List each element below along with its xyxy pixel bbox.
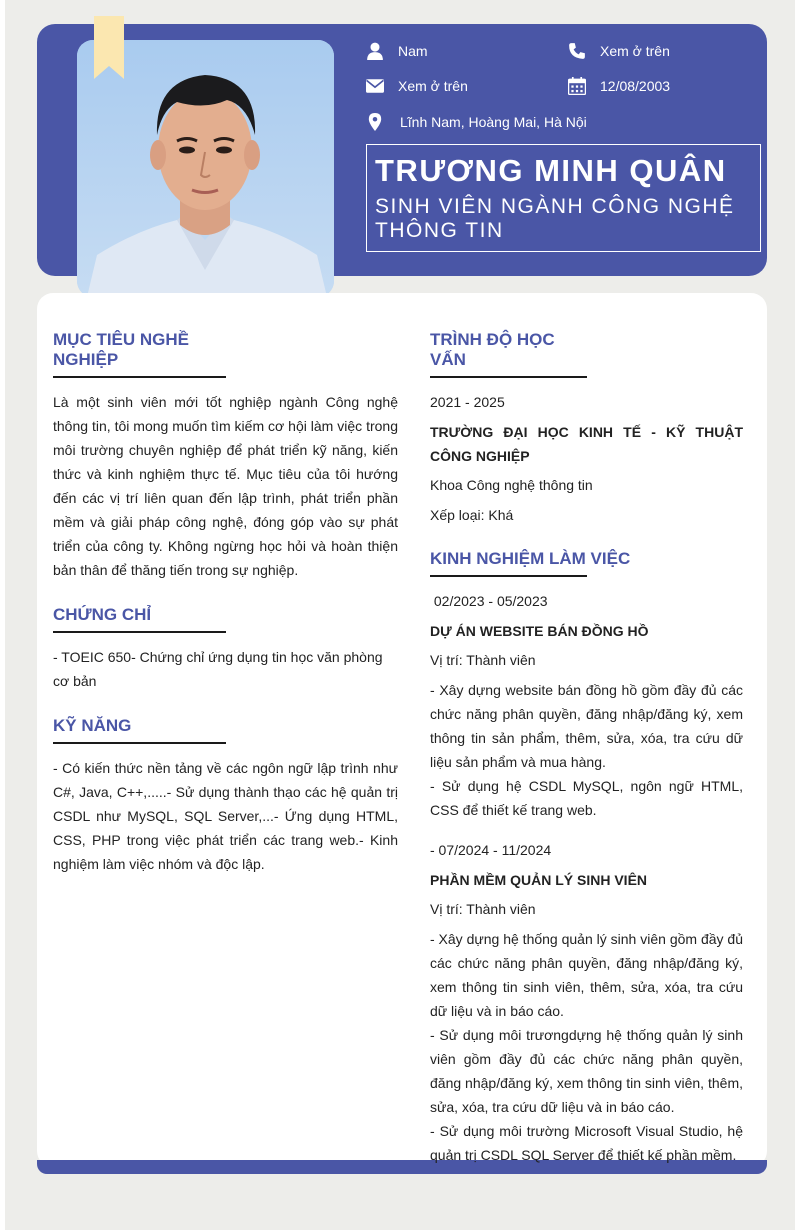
left-column — [53, 330, 398, 876]
education-school: TRƯỜNG ĐẠI HỌC KINH TẾ - KỸ THUẬT CÔNG NGHIỆP — [430, 424, 743, 464]
education-rank: Xếp loại: Khá — [430, 507, 514, 523]
right-column — [430, 330, 743, 1167]
experience-detail: - Xây dựng website bán đồng hồ gồm đầy đủ các chức năng phân quyền, đăng nhập/đăng ký, xem thông tin sản phẩm, thêm, sửa, xóa, tra cứu dữ liệu sản phẩm và mua hàng. — [430, 682, 743, 770]
experience-heading: KINH NGHIỆM LÀM VIỆC — [430, 549, 587, 577]
birthday-info — [568, 77, 670, 95]
education-faculty: Khoa Công nghệ thông tin — [430, 477, 593, 493]
address-info — [366, 113, 587, 131]
experience-period: 02/2023 - 05/2023 — [430, 593, 548, 609]
experience-project: DỰ ÁN WEBSITE BÁN ĐỒNG HỒ — [430, 623, 649, 639]
education-period: 2021 - 2025 — [430, 394, 505, 410]
experience-detail: - Sử dụng môi trươngdựng hệ thống quản lý sinh viên gồm đầy đủ các chức năng phân quyền, đăng nhập/đăng ký, xem thông tin sinh viên, thêm, sửa, xóa, tra cứu dữ liệu và in báo cáo. — [430, 1027, 743, 1115]
birthday-text: 12/08/2003 — [600, 78, 671, 94]
education-heading: TRÌNH ĐỘ HỌC VẤN — [430, 330, 587, 378]
calendar-icon — [568, 77, 586, 95]
experience-period: - 07/2024 - 11/2024 — [430, 842, 552, 858]
certificates-text: - TOEIC 650- Chứng chỉ ứng dụng tin học văn phòng cơ bản — [53, 649, 383, 689]
skills-text: - Có kiến thức nền tảng về các ngôn ngữ lập trình như C#, Java, C++,.....- Sử dụng thành thạo các hệ quản trị CSDL như MySQL, SQL Server,...- Ứng dụng HTML, CSS, PHP trong việc phát triển các trang web.- Kinh nghiệm làm việc nhóm và độc lập. — [53, 760, 398, 872]
experience-role: Vị trí: Thành viên — [430, 901, 536, 917]
phone-info — [568, 42, 670, 60]
gender-text: Nam — [398, 43, 428, 59]
job-title: SINH VIÊN NGÀNH CÔNG NGHỆ THÔNG TIN — [375, 195, 735, 242]
gender-info — [366, 42, 428, 60]
ribbon-shape — [94, 16, 124, 79]
experience-role: Vị trí: Thành viên — [430, 652, 536, 668]
phone-text: Xem ở trên — [600, 43, 670, 59]
experience-item — [430, 838, 743, 1167]
email-info — [366, 77, 468, 95]
name-box — [366, 144, 761, 252]
skills-heading: KỸ NĂNG — [53, 716, 226, 744]
objective-heading: MỤC TIÊU NGHỀ NGHIỆP — [53, 330, 226, 378]
experience-detail: - Sử dụng hệ CSDL MySQL, ngôn ngữ HTML, CSS để thiết kế trang web. — [430, 778, 743, 818]
objective-text: Là một sinh viên mới tốt nghiệp ngành Công nghệ thông tin, tôi mong muốn tìm kiếm cơ hội làm việc trong môi trường chuyên nghiệp để phát triển kỹ năng, kiến thức và kinh nghiệm thực tế. Mục tiêu của tôi hướng đến các vị trí liên quan đến lập trình, phát triển phần mềm và giải pháp công nghệ, đóng góp vào sự phát triển của công ty. Không ngừng học hỏi và hoàn thiện bản thân để thăng tiến trong sự nghiệp. — [53, 394, 398, 578]
certificates-heading: CHỨNG CHỈ — [53, 605, 226, 633]
experience-detail: - Xây dựng hệ thống quản lý sinh viên gồm đầy đủ các chức năng phân quyền, đăng nhập/đăng ký, xem thông tin sinh viên, thêm, sửa, xóa, tra cứu dữ liệu và in báo cáo. — [430, 931, 743, 1019]
bookmark-ribbon-icon — [94, 16, 124, 79]
full-name: TRƯƠNG MINH QUÂN — [375, 153, 727, 188]
experience-item — [430, 589, 743, 822]
envelope-icon — [366, 77, 384, 95]
address-text: Lĩnh Nam, Hoàng Mai, Hà Nội — [400, 114, 587, 130]
map-marker-icon — [366, 113, 384, 131]
experience-project: PHẦN MỀM QUẢN LÝ SINH VIÊN — [430, 872, 648, 888]
experience-detail: - Sử dụng môi trường Microsoft Visual Studio, hệ quản trị CSDL SQL Server để thiết kế phần mềm. — [430, 1123, 743, 1163]
email-text: Xem ở trên — [398, 78, 468, 94]
user-icon — [366, 42, 384, 60]
phone-icon — [568, 42, 586, 60]
